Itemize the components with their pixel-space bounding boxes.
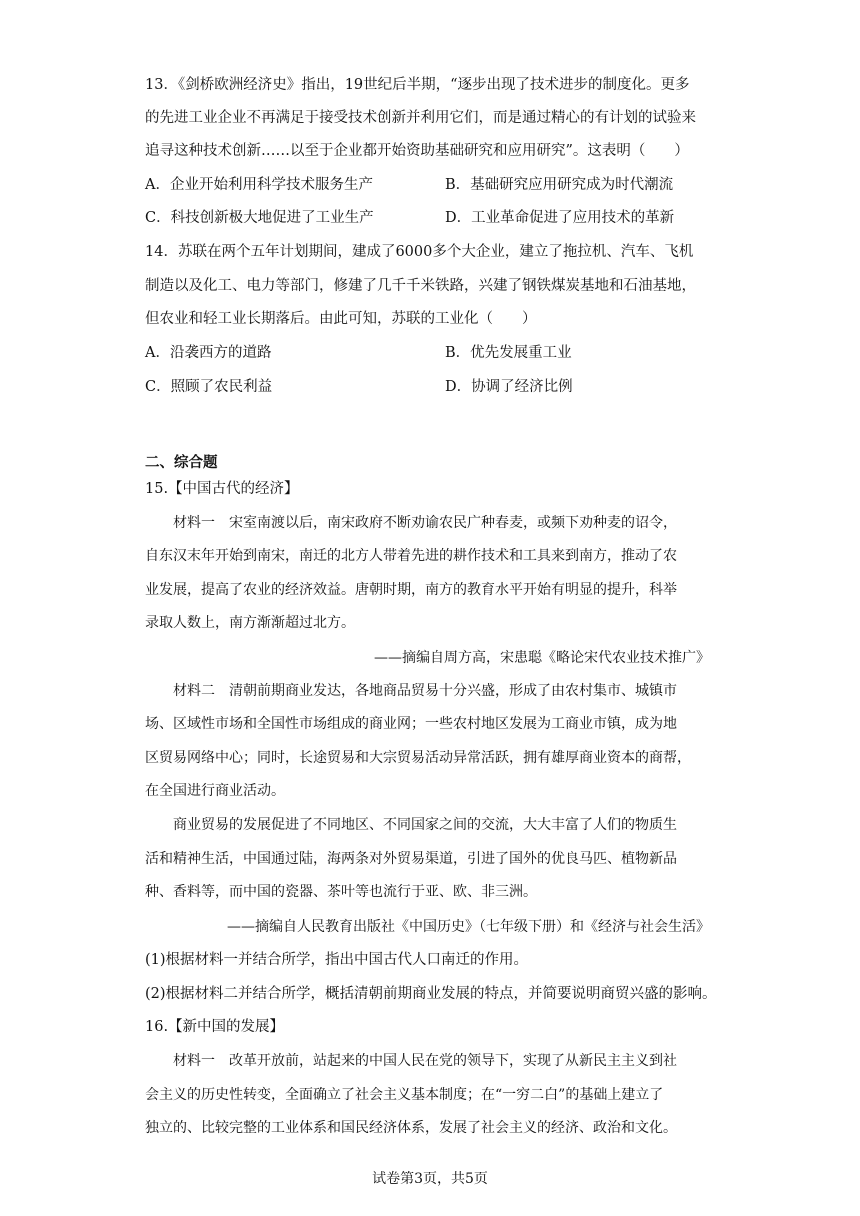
- q13-stem-line-2: 的先进工业企业不再满足于接受技术创新并利用它们，而是通过精心的有计划的试验来: [145, 110, 696, 126]
- q15-material2-line-2: 场、区域性市场和全国性市场组成的商业网；一些农村地区发展为工商业市镇，成为地: [145, 716, 677, 732]
- q13-option-c: C．科技创新极大地促进了工业生产: [145, 210, 374, 226]
- q16-material1-line-2: 会主义的历史性转变，全面确立了社会主义基本制度；在“一穷二白”的基础上建立了: [145, 1087, 664, 1103]
- q15-material1-line-3: 业发展，提高了农业的经济效益。唐朝时期，南方的教育水平开始有明显的提升，科举: [145, 582, 677, 598]
- q15-material1-line-2: 自东汉末年开始到南宋，南迁的北方人带着先进的耕作技术和工具来到南方，推动了农: [145, 548, 677, 564]
- q15-material2b-line-3: 种、香料等，而中国的瓷器、茶叶等也流行于亚、欧、非三洲。: [145, 884, 537, 900]
- q13-option-b: B．基础研究应用研究成为时代潮流: [445, 177, 674, 193]
- q15-source-1: ——摘编自周方高，宋患聪《略论宋代农业技术推广》: [374, 650, 710, 666]
- q15-material2b-line-2: 活和精神生活，中国通过陆，海两条对外贸易渠道，引进了国外的优良马匹、植物新品: [145, 851, 677, 867]
- q15-source-2: ——摘编自人民教育出版社《中国历史》（七年级下册）和《经济与社会生活》: [227, 919, 710, 935]
- q15-subquestion-1: (1)根据材料一并结合所学，指出中国古代人口南迁的作用。: [145, 952, 529, 968]
- q13-option-a: A．企业开始利用科学技术服务生产: [145, 177, 373, 193]
- q14-stem-line-3: 但农业和轻工业长期落后。由此可知，苏联的工业化（ ）: [145, 311, 537, 327]
- q15-material2b-line-1: 商业贸易的发展促进了不同地区、不同国家之间的交流，大大丰富了人们的物质生: [173, 817, 677, 833]
- q15-title: 15.【中国古代的经济】: [145, 481, 299, 497]
- q15-subquestion-2: (2)根据材料二并结合所学，概括清朝前期商业发展的特点，并简要说明商贸兴盛的影响。: [145, 986, 717, 1002]
- q13-option-d: D．工业革命促进了应用技术的革新: [445, 210, 675, 226]
- q16-material1-line-3: 独立的、比较完整的工业体系和国民经济体系，发展了社会主义的经济、政治和文化。: [145, 1120, 677, 1136]
- q14-stem-line-2: 制造以及化工、电力等部门，修建了几千千米铁路，兴建了钢铁煤炭基地和石油基地，: [145, 278, 696, 294]
- q14-option-d: D．协调了经济比例: [445, 379, 573, 395]
- q16-title: 16.【新中国的发展】: [145, 1019, 285, 1035]
- section-title: 二、综合题: [145, 454, 218, 471]
- q13-stem-line-3: 追寻这种技术创新……以至于企业都开始资助基础研究和应用研究”。这表明（ ）: [145, 143, 689, 159]
- q15-material1-line-4: 录取人数上，南方渐渐超过北方。: [145, 615, 355, 631]
- page-footer: 试卷第3页，共5页: [372, 1171, 488, 1187]
- q14-option-b: B．优先发展重工业: [445, 345, 572, 361]
- q15-material2-line-3: 区贸易网络中心；同时，长途贸易和大宗贸易活动异常活跃，拥有雄厚商业资本的商帮，: [145, 750, 691, 766]
- q15-material2-line-4: 在全国进行商业活动。: [145, 783, 285, 799]
- q14-stem-line-1: 14．苏联在两个五年计划期间，建成了6000多个大企业，建立了拖拉机、汽车、飞机: [145, 244, 694, 260]
- q15-material1-line-1: 材料一 宋室南渡以后，南宋政府不断劝谕农民广种春麦，或频下劝种麦的诏令，: [173, 515, 677, 531]
- q13-stem-line-1: 13．《剑桥欧洲经济史》指出，19世纪后半期，“逐步出现了技术进步的制度化。更多: [145, 77, 690, 93]
- q15-material2-line-1: 材料二 清朝前期商业发达，各地商品贸易十分兴盛，形成了由农村集市、城镇市: [173, 683, 677, 699]
- q14-option-a: A．沿袭西方的道路: [145, 345, 272, 361]
- q16-material1-line-1: 材料一 改革开放前，站起来的中国人民在党的领导下，实现了从新民主主义到社: [173, 1053, 677, 1069]
- q14-option-c: C．照顾了农民利益: [145, 379, 273, 395]
